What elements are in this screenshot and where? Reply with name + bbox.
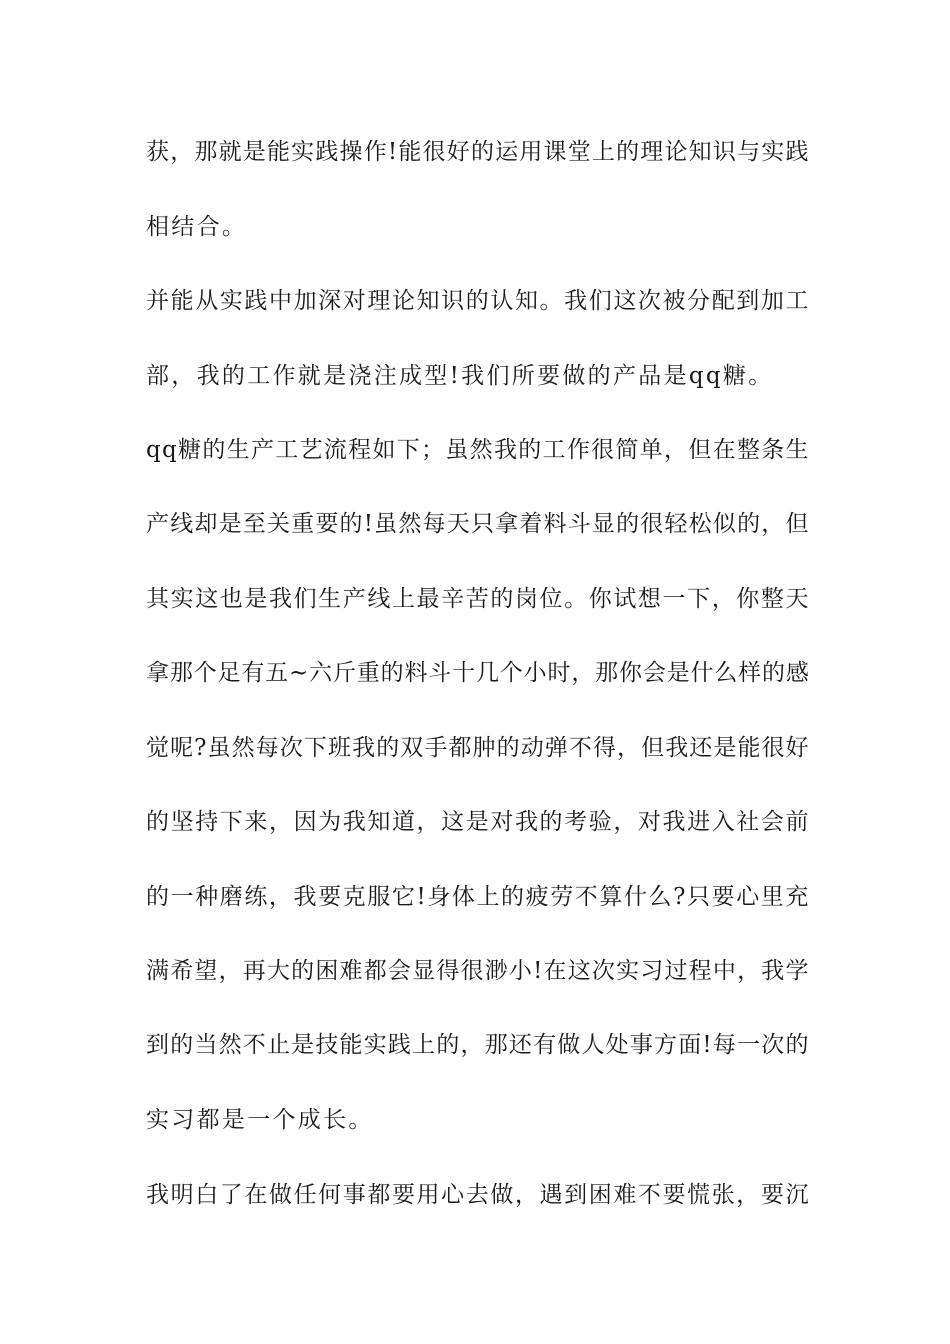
text-line: 获，那就是能实践操作!能很好的运用课堂上的理论知识与实践 [146,139,810,165]
text-line: 并能从实践中加深对理论知识的认知。我们这次被分配到加工 [146,288,811,314]
text-line: 其实这也是我们生产线上最辛苦的岗位。你试想一下，你整天 [146,586,811,612]
text-line: 实习都是一个成长。 [146,1107,374,1133]
text-line: 产线却是至关重要的!虽然每天只拿着料斗显的很轻松似的，但 [146,511,810,537]
text-line: 满希望，再大的困难都会显得很渺小!在这次实习过程中，我学 [146,958,810,984]
text-line: 部，我的工作就是浇注成型!我们所要做的产品是qq糖。 [146,363,774,389]
text-line: qq糖的生产工艺流程如下；虽然我的工作很简单，但在整条生 [146,437,810,463]
text-line: 我明白了在做任何事都要用心去做，遇到困难不要慌张，要沉 [146,1182,811,1208]
text-line: 的坚持下来，因为我知道，这是对我的考验，对我进入社会前 [146,809,811,835]
text-line: 拿那个足有五~六斤重的料斗十几个小时，那你会是什么样的感 [146,660,810,686]
text-line: 相结合。 [146,214,248,240]
text-line: 到的当然不止是技能实践上的，那还有做人处事方面!每一次的 [146,1032,810,1058]
text-line: 的一种磨练，我要克服它!身体上的疲劳不算什么?只要心里充 [146,884,810,910]
text-line: 觉呢?虽然每次下班我的双手都肿的动弹不得，但我还是能很好 [146,735,810,761]
